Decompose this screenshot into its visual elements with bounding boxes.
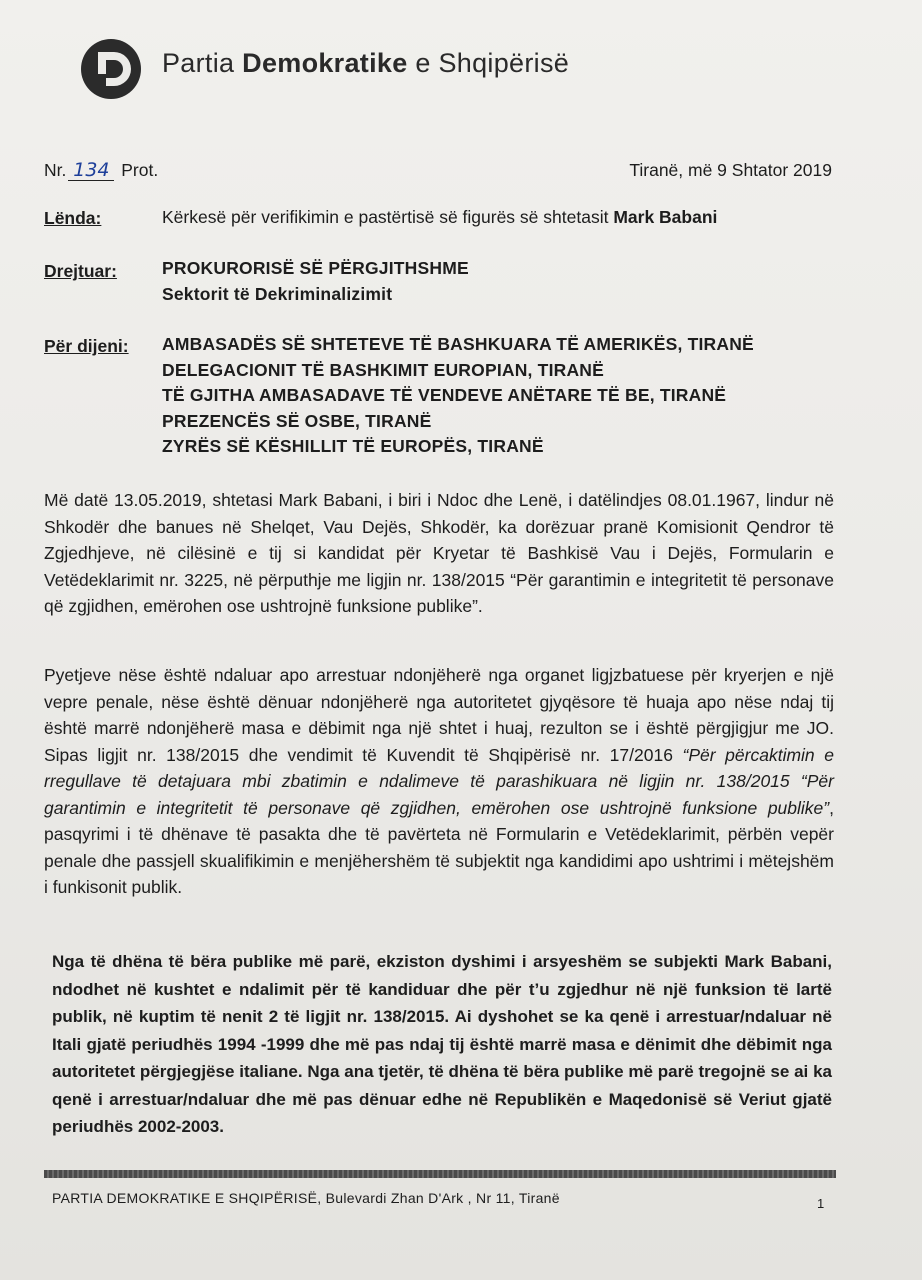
paragraph-2-part-b: , pasqyrimi i të dhënave të pasakta dhe të pavërteta në Formularin e Vetëdeklarimit, përbën vepër penale dhe passjell skualifikimin e menjëhershëm të subjektit nga kandidimi apo ushtrimi i mëtejshëm i funkisonit publik. — [44, 797, 834, 897]
protocol-suffix: Prot. — [121, 160, 159, 180]
addressee-label: Drejtuar: — [44, 261, 117, 281]
subject-text — [162, 205, 717, 230]
cc-line: ZYRËS SË KËSHILLIT TË EUROPËS, TIRANË — [162, 436, 544, 456]
document-date: Tiranë, më 9 Shtator 2019 — [629, 160, 832, 180]
paragraph-2 — [44, 662, 834, 901]
protocol-prefix: Nr. — [44, 160, 67, 180]
party-name-header — [162, 48, 569, 79]
page-number: 1 — [817, 1196, 825, 1211]
cc-list — [162, 332, 754, 460]
brand-light-2: e Shqipërisë — [415, 48, 570, 78]
handwritten-number: 134 — [68, 160, 114, 181]
cc-line: PREZENCËS SË OSBE, TIRANË — [162, 410, 432, 431]
paragraph-2-part-a: Pyetjeve nëse është ndaluar apo arrestuar ndonjëherë nga organet ligjzbatuese për kryerjen e një vepre penale, nëse është dënuar ndonjëherë nga autoritetet gjyqësore të huaja apo nëse ndaj tij është marrë ndonjëherë masa e dëbimit nga një shtet i huaj, rezulton se i është përgjigjur me JO. Sipas ligjit nr. 138/2015 dhe vendimit të Kuvendit të Shqipërisë nr. 17/2016 — [44, 665, 834, 765]
cc-label: Për dijeni: — [44, 336, 129, 356]
cc-line: TË GJITHA AMBASADAVE TË VENDEVE ANËTARE TË BE, TIRANË — [162, 385, 727, 405]
protocol-number — [44, 160, 158, 181]
cc-line: DELEGACIONIT TË BASHKIMIT EUROPIAN, TIRANË — [162, 359, 605, 380]
addressee-block — [162, 256, 469, 307]
footer-divider — [44, 1170, 836, 1178]
cc-line: AMBASADËS SË SHTETEVE TË BASHKUARA TË AMERIKËS, TIRANË — [162, 334, 754, 354]
addressee-line-1: PROKURORISË SË PËRGJITHSHME — [162, 258, 469, 278]
subject-person-name: Mark Babani — [613, 207, 718, 227]
brand-bold: Demokratike — [242, 48, 408, 78]
brand-light-1: Partia — [162, 48, 235, 78]
subject-description: Kërkesë për verifikimin e pastërtisë së figurës së shtetasit — [162, 207, 609, 227]
party-logo-icon — [80, 36, 142, 102]
paragraph-2-law-title: “Për përcaktimin e rregullave të detajuara mbi zbatimin e ndalimeve të parashikuara në ligjin nr. 138/2015 “Për garantimin e integritetit të personave që zgjidhen, emërohen ose ushtrojnë funksione publike” — [44, 744, 834, 818]
footer-address: PARTIA DEMOKRATIKE E SHQIPËRISË, Bulevardi Zhan D'Ark , Nr 11, Tiranë — [52, 1190, 560, 1206]
subject-label: Lënda: — [44, 208, 102, 228]
paragraph-1: Më datë 13.05.2019, shtetasi Mark Babani, i biri i Ndoc dhe Lenë, i datëlindjes 08.01.1967, lindur në Shkodër dhe banues në Shelqet, Vau Dejës, Shkodër, ka dorëzuar pranë Komisionit Qendror të Zgjedhjeve, në cilësinë e tij si kandidat për Kryetar të Bashkisë Vau i Dejës, Formularin e Vetëdeklarimit nr. 3225, në përputhje me ligjin nr. 138/2015 “Për garantimin e integritetit të personave që zgjidhen, emërohen ose ushtrojnë funksione publike”. — [44, 490, 834, 616]
addressee-line-2: Sektorit të Dekriminalizimit — [162, 283, 393, 304]
paragraph-3: Nga të dhëna të bëra publike më parë, ekziston dyshimi i arsyeshëm se subjekti Mark Babani, ndodhet në kushtet e ndalimit për të kandiduar dhe për t’u zgjedhur në një funksion të lartë publik, në kuptim të nenit 2 të ligjit nr. 138/2015. Ai dyshohet se ka qenë i arrestuar/ndaluar në Itali gjatë periudhës 1994 -1999 dhe më pas ndaj tij është marrë masa e dënimit dhe dëbimit nga autoritetet përgjegjëse italiane. Nga ana tjetër, të dhëna të bëra publike më parë tregojnë se ai ka qenë i arrestuar/ndaluar dhe më pas dënuar edhe në Republikën e Maqedonisë së Veriut gjatë periudhës 2002-2003. — [52, 952, 832, 1136]
